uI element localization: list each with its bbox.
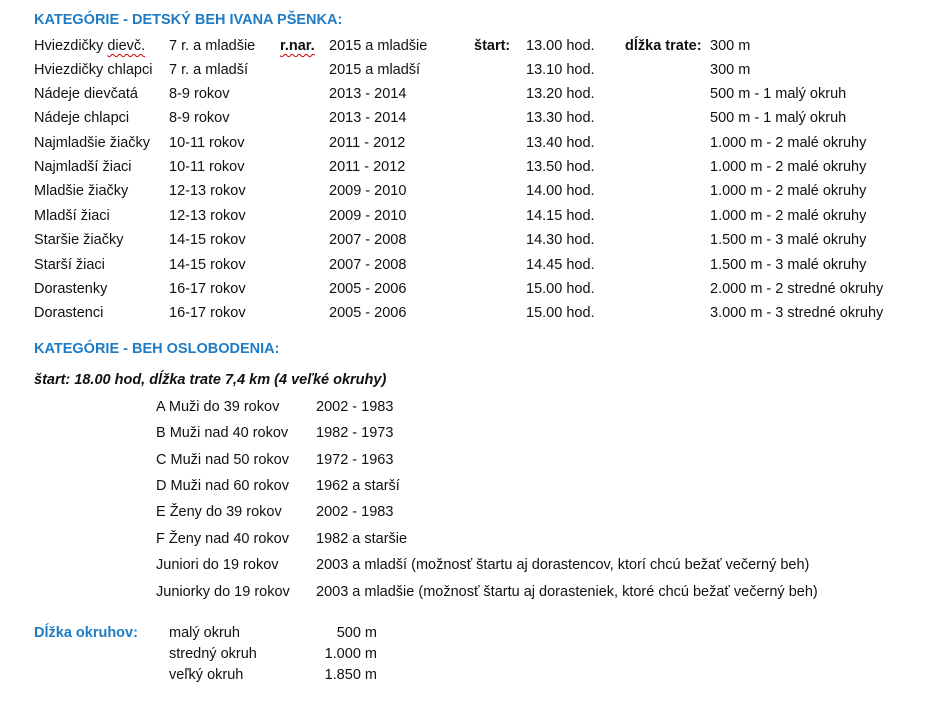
table-row: [0, 159, 928, 181]
start-time: 15.00 hod.: [526, 305, 595, 321]
category-name: B Muži nad 40 rokov: [156, 425, 289, 441]
start-time: 13.20 hod.: [526, 86, 595, 102]
category-name: Mladší žiaci: [34, 208, 110, 224]
birth-years: 2002 - 1983: [316, 504, 394, 520]
birth-years: 2003 a mladšie (možnosť štartu aj dorasteniek, ktoré chcú bežať večerný beh): [316, 584, 818, 600]
table-row: [0, 478, 928, 500]
start-time: 13.40 hod.: [526, 135, 595, 151]
liberation-section-title: KATEGÓRIE - BEH OSLOBODENIA:: [34, 341, 280, 357]
table-row: [0, 232, 928, 254]
table-row: [0, 135, 928, 157]
lap-length: 1.000 m: [324, 646, 377, 662]
track-length: 500 m - 1 malý okruh: [710, 86, 847, 102]
birth-years: 2009 - 2010: [329, 183, 407, 199]
birth-years: 2015 a mladšie: [329, 38, 428, 54]
category-name: Dorastenci: [34, 305, 104, 321]
birth-years: 2005 - 2006: [329, 281, 407, 297]
kids-section-title: KATEGÓRIE - DETSKÝ BEH IVANA PŠENKA:: [34, 12, 343, 28]
track-length: 1.500 m - 3 malé okruhy: [710, 257, 867, 273]
track-length: 1.000 m - 2 malé okruhy: [710, 135, 867, 151]
table-row: [0, 208, 928, 230]
birth-years: 1982 - 1973: [316, 425, 394, 441]
age-range: 12-13 rokov: [169, 183, 246, 199]
table-row: [0, 504, 928, 526]
table-row: [0, 452, 928, 474]
table-row: [0, 399, 928, 421]
age-range: 10-11 rokov: [169, 135, 245, 151]
birth-years: 2009 - 2010: [329, 208, 407, 224]
start-time: 13.00 hod.: [526, 38, 595, 54]
list-item: [0, 646, 928, 666]
table-row: [0, 305, 928, 327]
track-length: 3.000 m - 3 stredné okruhy: [710, 305, 884, 321]
category-name: Najmladšie žiačky: [34, 135, 151, 151]
birth-years: 2011 - 2012: [329, 135, 406, 151]
category-name: Starší žiaci: [34, 257, 105, 273]
track-length: 300 m: [710, 38, 751, 54]
birth-years: 2015 a mladší: [329, 62, 421, 78]
track-length: 1.000 m - 2 malé okruhy: [710, 183, 867, 199]
birth-years: 2002 - 1983: [316, 399, 394, 415]
start-time: 15.00 hod.: [526, 281, 595, 297]
start-time: 13.30 hod.: [526, 110, 595, 126]
category-name: Najmladší žiaci: [34, 159, 132, 175]
track-length: 1.500 m - 3 malé okruhy: [710, 232, 867, 248]
spellcheck-word: dievč.: [107, 38, 146, 54]
age-range: 12-13 rokov: [169, 208, 246, 224]
category-name: Juniorky do 19 rokov: [156, 584, 290, 600]
category-name: Mladšie žiačky: [34, 183, 129, 199]
table-row: [0, 584, 928, 606]
track-length-label: dĺžka trate:: [625, 38, 702, 54]
track-length: 500 m - 1 malý okruh: [710, 110, 847, 126]
age-range: 14-15 rokov: [169, 232, 246, 248]
lap-lengths-label: Dĺžka okruhov:: [34, 625, 138, 641]
table-row: [0, 110, 928, 132]
birth-years: 1972 - 1963: [316, 452, 394, 468]
category-name: A Muži do 39 rokov: [156, 399, 280, 415]
birth-years: 2005 - 2006: [329, 305, 407, 321]
age-range: 7 r. a mladšie: [169, 38, 256, 54]
track-length: 1.000 m - 2 malé okruhy: [710, 208, 867, 224]
table-row: [0, 531, 928, 553]
table-row: [0, 38, 928, 60]
category-name-part: Hviezdičky: [34, 38, 108, 54]
category-name: F Ženy nad 40 rokov: [156, 531, 289, 547]
lap-length: 500 m: [336, 625, 377, 641]
birth-years: 1982 a staršie: [316, 531, 408, 547]
table-row: [0, 425, 928, 447]
birth-year-label: r.nar.: [280, 38, 315, 54]
lap-name: malý okruh: [169, 625, 240, 641]
age-range: 8-9 rokov: [169, 110, 230, 126]
table-row: [0, 281, 928, 303]
start-time: 13.10 hod.: [526, 62, 595, 78]
lap-name: veľký okruh: [169, 667, 244, 683]
age-range: 8-9 rokov: [169, 86, 230, 102]
list-item: [0, 625, 928, 645]
birth-years: 1962 a starší: [316, 478, 400, 494]
start-time: 14.15 hod.: [526, 208, 595, 224]
start-time: 14.30 hod.: [526, 232, 595, 248]
birth-years: 2011 - 2012: [329, 159, 406, 175]
category-name: D Muži nad 60 rokov: [156, 478, 289, 494]
start-label: štart:: [474, 38, 511, 54]
birth-years: 2007 - 2008: [329, 232, 407, 248]
category-name: C Muži nad 50 rokov: [156, 452, 289, 468]
category-name: Nádeje chlapci: [34, 110, 130, 126]
table-row: [0, 557, 928, 579]
start-time: 14.45 hod.: [526, 257, 595, 273]
age-range: 10-11 rokov: [169, 159, 245, 175]
birth-years: 2013 - 2014: [329, 110, 407, 126]
table-row: [0, 183, 928, 205]
start-time: 13.50 hod.: [526, 159, 595, 175]
lap-length: 1.850 m: [324, 667, 377, 683]
liberation-start-info: štart: 18.00 hod, dĺžka trate 7,4 km (4 veľké okruhy): [34, 372, 387, 388]
list-item: [0, 667, 928, 687]
lap-name: stredný okruh: [169, 646, 257, 662]
track-length: 1.000 m - 2 malé okruhy: [710, 159, 867, 175]
category-name: Nádeje dievčatá: [34, 86, 138, 102]
age-range: 16-17 rokov: [169, 281, 246, 297]
category-name: [34, 38, 145, 54]
category-name: Juniori do 19 rokov: [156, 557, 279, 573]
age-range: 7 r. a mladší: [169, 62, 248, 78]
birth-years: 2007 - 2008: [329, 257, 407, 273]
age-range: 16-17 rokov: [169, 305, 246, 321]
table-row: [0, 86, 928, 108]
category-name: Dorastenky: [34, 281, 108, 297]
category-name: Hviezdičky chlapci: [34, 62, 153, 78]
table-row: [0, 62, 928, 84]
table-row: [0, 257, 928, 279]
track-length: 2.000 m - 2 stredné okruhy: [710, 281, 884, 297]
category-name: Staršie žiačky: [34, 232, 124, 248]
track-length: 300 m: [710, 62, 751, 78]
category-name: E Ženy do 39 rokov: [156, 504, 282, 520]
age-range: 14-15 rokov: [169, 257, 246, 273]
start-time: 14.00 hod.: [526, 183, 595, 199]
birth-years: 2013 - 2014: [329, 86, 407, 102]
birth-years: 2003 a mladší (možnosť štartu aj dorastencov, ktorí chcú bežať večerný beh): [316, 557, 810, 573]
